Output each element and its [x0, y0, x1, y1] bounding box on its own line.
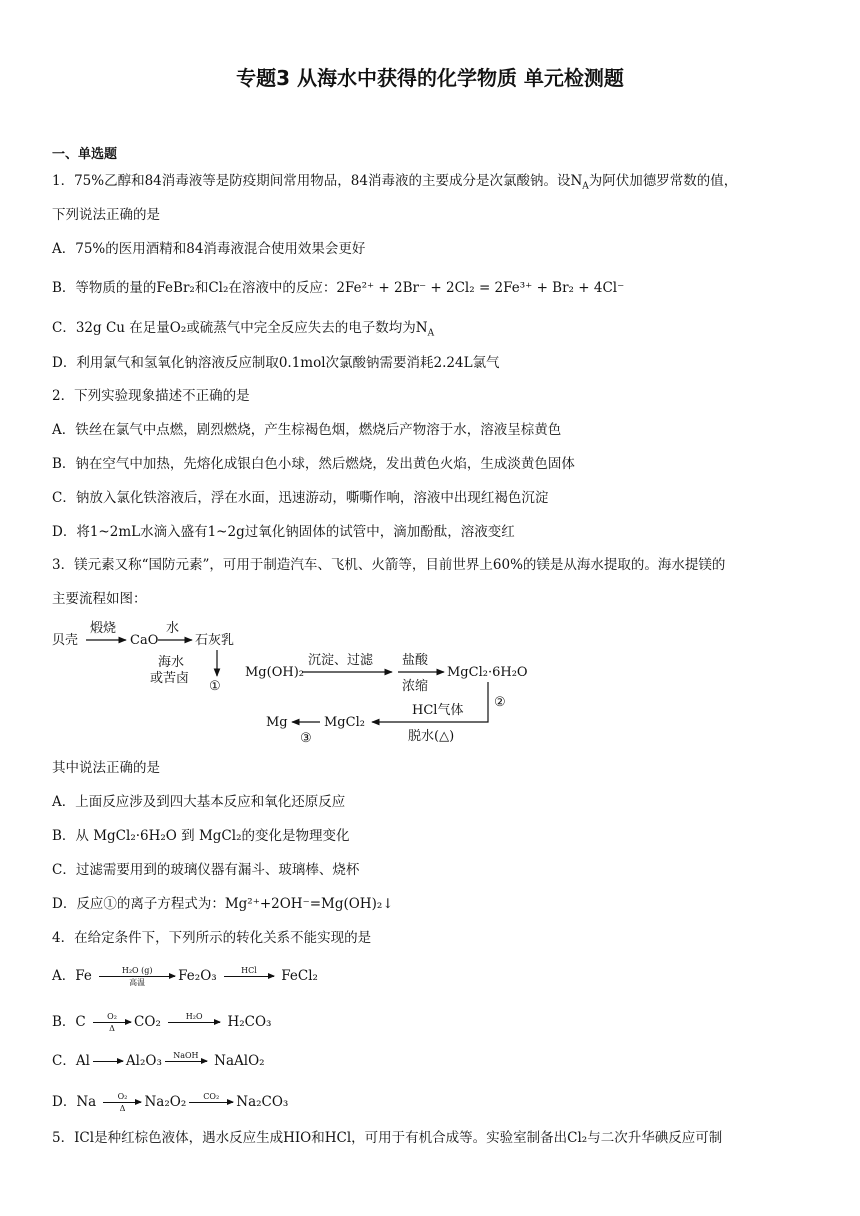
q2-option-a: A．铁丝在氯气中点燃，剧烈燃烧，产生棕褐色烟，燃烧后产物溶于水，溶液呈棕黄色 [52, 422, 562, 438]
q1-stem-cont: 下列说法正确的是 [52, 207, 160, 223]
flow-step1: ① [209, 679, 221, 694]
flow-shell: 贝壳 [52, 633, 79, 648]
q2-option-c: C．钠放入氯化铁溶液后，浮在水面，迅速游动，嘶嘶作响，溶液中出现红褐色沉淀 [52, 490, 549, 506]
flow-hclgas-label: HCl气体 [412, 703, 464, 718]
seawater-magnesium-flowchart [52, 614, 552, 749]
q1-option-c: C．32g Cu 在足量O₂或硫蒸气中完全反应失去的电子数均为$N_A$ [52, 320, 435, 339]
q4-option-c: C．Al Al₂O₃ NaOH NaAlO₂ [52, 1051, 265, 1069]
flow-step2: ② [494, 695, 506, 710]
q5-stem: 5．ICl是种红棕色液体，遇水反应生成HIO和HCl，可用于有机合成等。实验室制备出Cl₂与二次升华碘反应可制 [52, 1130, 723, 1146]
flow-cao: CaO [130, 633, 159, 648]
q4-option-a: A．Fe H₂O (g) 高温 Fe₂O₃ HCl FeCl₂ [52, 966, 318, 987]
q4-stem: 4．在给定条件下，下列所示的转化关系不能实现的是 [52, 930, 372, 946]
q2-option-b: B．钠在空气中加热，先熔化成银白色小球，然后燃烧，发出黄色火焰，生成淡黄色固体 [52, 456, 575, 472]
q3-option-c: C．过滤需要用到的玻璃仪器有漏斗、玻璃棒、烧杯 [52, 862, 360, 878]
section-heading: 一、单选题 [52, 147, 118, 162]
q1-stem: 1．75%乙醇和84消毒液等是防疫期间常用物品，84消毒液的主要成分是次氯酸钠。设$N_A$为阿伏加德罗常数的值， [52, 173, 738, 192]
flow-calcine-label: 煅烧 [90, 621, 117, 636]
flow-water-label: 水 [166, 621, 180, 636]
flow-conc-label: 浓缩 [402, 679, 429, 694]
q3-stem-cont: 主要流程如图： [52, 591, 147, 607]
q2-option-d: D．将1~2mL水滴入盛有1~2g过氧化钠固体的试管中，滴加酚酞，溶液变红 [52, 524, 515, 540]
flow-step3: ③ [300, 731, 312, 746]
flow-seawater: 海水 [158, 655, 185, 670]
flow-dehydrate-label: 脱水(△) [408, 729, 455, 744]
page-title: 专题3 从海水中获得的化学物质 单元检测题 [236, 66, 624, 90]
flow-hydrate: MgCl₂·6H₂O [447, 665, 528, 680]
flow-bittern: 或苦卤 [150, 671, 190, 686]
flow-hcl-label: 盐酸 [402, 653, 429, 668]
q3-stem: 3．镁元素又称“国防元素”，可用于制造汽车、飞机、火箭等，目前世界上60%的镁是从海水提取的。海水提镁的 [52, 557, 726, 573]
flow-mg: Mg [266, 715, 288, 730]
q3-lead: 其中说法正确的是 [52, 760, 160, 776]
q3-option-a: A．上面反应涉及到四大基本反应和氧化还原反应 [52, 794, 346, 810]
q4-option-b: B．C $\frac{\text{O₂}}{\Delta}$ CO₂ H₂O H₂CO₃ [52, 1012, 272, 1033]
q2-stem: 2．下列实验现象描述不正确的是 [52, 388, 250, 404]
flow-filter-label: 沉淀、过滤 [308, 653, 374, 668]
flow-lime: 石灰乳 [195, 633, 235, 648]
q3-option-b: B．从 MgCl₂·6H₂O 到 MgCl₂的变化是物理变化 [52, 828, 350, 844]
flow-mgoh2: Mg(OH)₂ [245, 665, 304, 680]
q1-option-a: A．75%的医用酒精和84消毒液混合使用效果会更好 [52, 241, 366, 257]
q1-option-b: B．等物质的量的FeBr₂和Cl₂在溶液中的反应：2Fe²⁺ + 2Br⁻ + 2Cl₂ = 2Fe³⁺ + Br₂ + 4Cl⁻ [52, 280, 625, 296]
q4-option-d: D．Na $\frac{\text{O₂}}{\Delta}$ Na₂O₂ CO₂ Na₂CO₃ [52, 1092, 289, 1113]
flow-mgcl2: MgCl₂ [324, 715, 365, 730]
q3-option-d: D．反应①的离子方程式为：Mg²⁺+2OH⁻=Mg(OH)₂↓ [52, 896, 394, 912]
q1-option-d: D．利用氯气和氢氧化钠溶液反应制取0.1mol次氯酸钠需要消耗2.24L氯气 [52, 355, 500, 371]
